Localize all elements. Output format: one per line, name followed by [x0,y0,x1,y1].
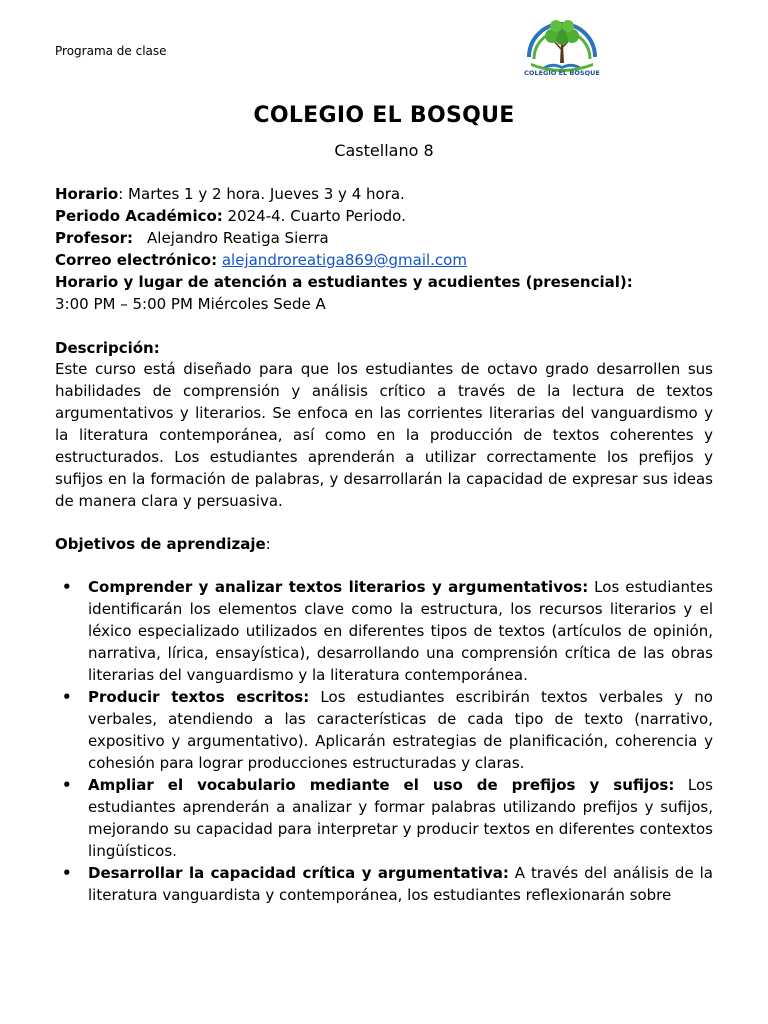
horario-label: Horario [55,185,119,203]
horario-value: : Martes 1 y 2 hora. Jueves 3 y 4 hora. [118,185,405,203]
list-item [55,576,713,686]
objetivo-text: A través del análisis de la literatura vanguardista y contemporánea, los estudiantes reflexionarán sobre [88,864,713,904]
objetivo-text: Los estudiantes aprenderán a analizar y formar palabras utilizando prefijos y sufijos, mejorando su capacidad para interpretar y producir textos en diferentes contextos lingüísticos. [88,776,713,860]
email-link[interactable]: alejandroreatiga869@gmail.com [221,251,467,269]
objetivos-heading-colon: : [265,535,271,553]
header-note: Programa de clase [55,44,167,58]
atencion-label: Horario y lugar de atención a estudiantes y acudientes (presencial): [55,273,633,291]
school-logo [521,9,603,85]
info-profesor [55,227,713,249]
document-subtitle: Castellano 8 [334,141,434,160]
periodo-label: Periodo Académico: [55,207,223,225]
bullet-icon: • [62,688,72,706]
list-item [55,686,713,774]
logo-text: COLEGIO EL BOSQUE [524,69,600,77]
objetivos-list [55,576,713,906]
info-horario [55,183,713,205]
info-correo [55,249,713,271]
objetivo-text: Los estudiantes escribirán textos verbales y no verbales, atendiendo a las características de cada tipo de texto (narrativo, expositivo y argumentativo). Aplicarán estrategias de planificación, coherencia y cohesión para lograr producciones estructuradas y claras. [88,688,713,772]
objetivo-title: Producir textos escritos: [88,688,310,706]
bullet-icon: • [62,864,72,882]
bullet-icon: • [62,578,72,596]
periodo-value: 2024-4. Cuarto Periodo. [222,207,406,225]
info-atencion [55,271,713,293]
document-title: COLEGIO EL BOSQUE [253,103,515,128]
objetivo-title: Comprender y analizar textos literarios y argumentativos: [88,578,589,596]
objetivos-heading-text: Objetivos de aprendizaje [55,535,266,553]
list-item [55,774,713,862]
objetivo-title: Ampliar el vocabulario mediante el uso de prefijos y sufijos: [88,776,675,794]
bullet-icon: • [62,776,72,794]
descripcion-text: Este curso está diseñado para que los estudiantes de octavo grado desarrollen sus habilidades de comprensión y análisis crítico a través de la lectura de textos argumentativos y literarios. Se enfoca en las corrientes literarias del vanguardismo y la literatura contemporánea, así como en la producción de textos coherentes y estructurados. Los estudiantes aprenderán a utilizar correctamente los prefijos y sufijos en la formación de palabras, y desarrollarán la capacidad de expresar sus ideas de manera clara y persuasiva. [55,360,713,510]
objetivo-text: Los estudiantes identificarán los elementos clave como la estructura, los recursos literarios y el léxico especializado utilizados en diferentes tipos de textos (artículos de opinión, narrativa, lírica, ensayística), desarrollando una comprensión crítica de las obras literarias del vanguardismo y la literatura contemporánea. [88,578,713,684]
objetivos-heading [55,533,713,555]
correo-label: Correo electrónico: [55,251,218,269]
list-item [55,862,713,906]
info-atencion-value: 3:00 PM – 5:00 PM Miércoles Sede A [55,295,326,313]
info-periodo [55,205,713,227]
objetivo-title: Desarrollar la capacidad crítica y argumentativa: [88,864,509,882]
descripcion-heading: Descripción: [55,339,160,357]
course-info [55,183,713,315]
profesor-label: Profesor: [55,229,134,247]
profesor-value: Alejandro Reatiga Sierra [147,229,329,247]
